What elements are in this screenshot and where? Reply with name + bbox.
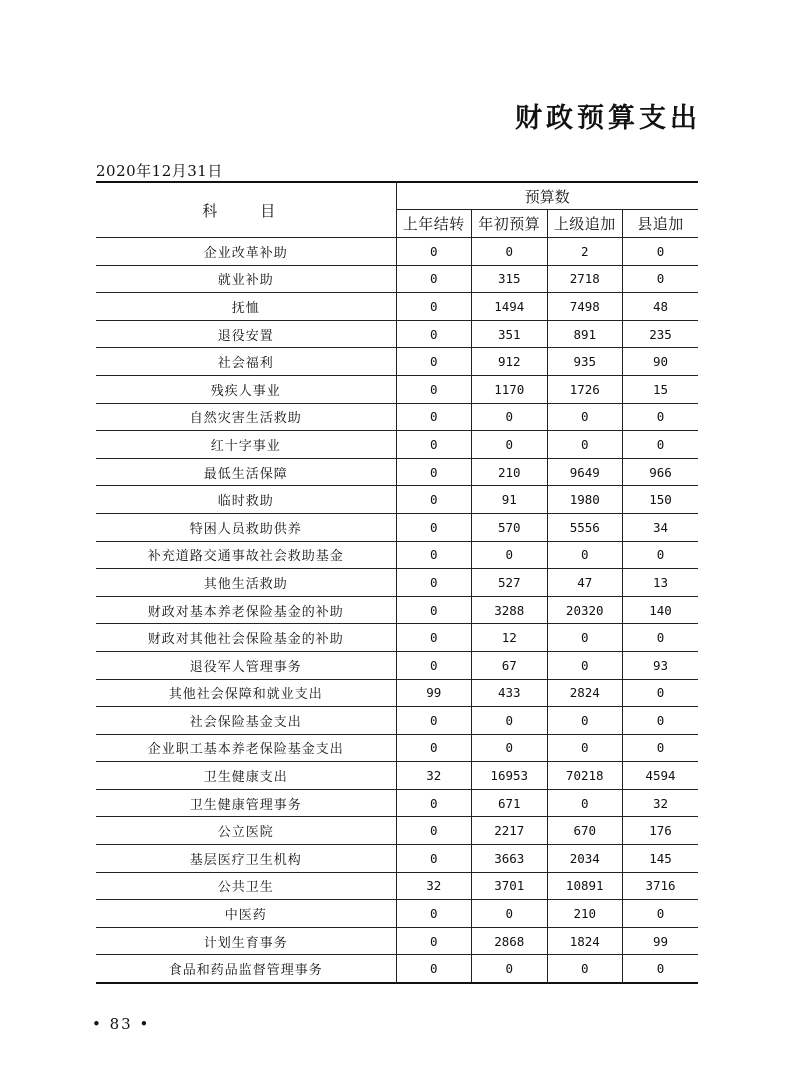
row-value: 12: [472, 624, 548, 652]
row-value: 48: [623, 293, 699, 321]
report-date: 2020年12月31日: [96, 162, 223, 180]
row-value: 93: [623, 651, 699, 679]
row-value: 3701: [472, 872, 548, 900]
row-value: 0: [396, 596, 472, 624]
row-value: 0: [547, 707, 623, 735]
row-value: 0: [547, 789, 623, 817]
page-title: 财政预算支出: [515, 103, 701, 134]
row-value: 0: [547, 541, 623, 569]
row-value: 1170: [472, 375, 548, 403]
row-value: 32: [396, 762, 472, 790]
row-subject: 退役安置: [96, 320, 396, 348]
row-value: 67: [472, 651, 548, 679]
row-value: 0: [396, 375, 472, 403]
table-row: [96, 569, 698, 597]
row-subject: 补充道路交通事故社会救助基金: [96, 541, 396, 569]
column-header: 上年结转: [396, 210, 472, 238]
row-value: 0: [623, 624, 699, 652]
row-value: 150: [623, 486, 699, 514]
row-value: 0: [472, 734, 548, 762]
row-value: 0: [623, 265, 699, 293]
row-value: 0: [472, 541, 548, 569]
table-row: [96, 789, 698, 817]
row-subject: 企业职工基本养老保险基金支出: [96, 734, 396, 762]
row-value: 0: [396, 458, 472, 486]
row-value: 0: [396, 817, 472, 845]
table-row: [96, 872, 698, 900]
table-row: [96, 238, 698, 266]
table-row: [96, 651, 698, 679]
row-value: 0: [396, 707, 472, 735]
row-value: 671: [472, 789, 548, 817]
table-row: [96, 541, 698, 569]
row-value: 891: [547, 320, 623, 348]
row-value: 0: [396, 486, 472, 514]
row-subject: 财政对其他社会保险基金的补助: [96, 624, 396, 652]
row-value: 0: [547, 403, 623, 431]
row-subject: 特困人员救助供养: [96, 513, 396, 541]
table-row: [96, 375, 698, 403]
row-value: 0: [396, 541, 472, 569]
row-value: 0: [623, 707, 699, 735]
row-value: 140: [623, 596, 699, 624]
row-value: 0: [547, 651, 623, 679]
row-value: 90: [623, 348, 699, 376]
table-row: [96, 762, 698, 790]
row-value: 570: [472, 513, 548, 541]
row-subject: 临时救助: [96, 486, 396, 514]
budget-expenditure-table: [96, 181, 698, 984]
row-value: 235: [623, 320, 699, 348]
row-subject: 卫生健康管理事务: [96, 789, 396, 817]
table-row: [96, 403, 698, 431]
row-value: 0: [396, 431, 472, 459]
row-value: 3716: [623, 872, 699, 900]
table-row: [96, 927, 698, 955]
row-value: 527: [472, 569, 548, 597]
row-value: 966: [623, 458, 699, 486]
row-value: 0: [396, 789, 472, 817]
row-value: 0: [396, 513, 472, 541]
row-value: 4594: [623, 762, 699, 790]
table-row: [96, 431, 698, 459]
row-value: 0: [396, 569, 472, 597]
row-subject: 财政对基本养老保险基金的补助: [96, 596, 396, 624]
row-value: 0: [623, 679, 699, 707]
row-value: 0: [623, 955, 699, 983]
row-value: 0: [396, 955, 472, 983]
row-value: 99: [396, 679, 472, 707]
row-value: 32: [396, 872, 472, 900]
table-row: [96, 265, 698, 293]
table-row: [96, 486, 698, 514]
subject-header: 科 目: [96, 182, 396, 238]
row-value: 0: [396, 293, 472, 321]
row-value: 351: [472, 320, 548, 348]
row-value: 2217: [472, 817, 548, 845]
row-value: 0: [396, 734, 472, 762]
row-subject: 抚恤: [96, 293, 396, 321]
row-value: 0: [472, 900, 548, 928]
row-value: 935: [547, 348, 623, 376]
row-value: 0: [623, 403, 699, 431]
row-subject: 自然灾害生活救助: [96, 403, 396, 431]
table-row: [96, 845, 698, 873]
row-value: 0: [623, 734, 699, 762]
table-row: [96, 817, 698, 845]
row-value: 0: [547, 955, 623, 983]
row-value: 2: [547, 238, 623, 266]
row-value: 16953: [472, 762, 548, 790]
row-subject: 计划生育事务: [96, 927, 396, 955]
row-value: 0: [396, 238, 472, 266]
table-row: [96, 624, 698, 652]
row-subject: 基层医疗卫生机构: [96, 845, 396, 873]
row-value: 1494: [472, 293, 548, 321]
row-value: 2868: [472, 927, 548, 955]
row-value: 10891: [547, 872, 623, 900]
row-value: 0: [396, 403, 472, 431]
row-value: 1726: [547, 375, 623, 403]
row-value: 0: [396, 320, 472, 348]
row-subject: 食品和药品监督管理事务: [96, 955, 396, 983]
row-value: 210: [547, 900, 623, 928]
row-value: 1980: [547, 486, 623, 514]
row-value: 210: [472, 458, 548, 486]
row-subject: 中医药: [96, 900, 396, 928]
row-value: 0: [396, 265, 472, 293]
table-row: [96, 955, 698, 983]
row-value: 0: [396, 845, 472, 873]
row-value: 2718: [547, 265, 623, 293]
row-value: 0: [547, 624, 623, 652]
row-value: 32: [623, 789, 699, 817]
table-row: [96, 348, 698, 376]
budget-group-header: 预算数: [396, 182, 698, 210]
table-row: [96, 734, 698, 762]
row-value: 0: [472, 955, 548, 983]
row-value: 0: [623, 541, 699, 569]
row-value: 0: [396, 348, 472, 376]
row-value: 34: [623, 513, 699, 541]
row-value: 15: [623, 375, 699, 403]
row-value: 0: [472, 403, 548, 431]
row-value: 315: [472, 265, 548, 293]
row-value: 0: [396, 900, 472, 928]
table-row: [96, 679, 698, 707]
row-value: 0: [623, 900, 699, 928]
table-row: [96, 707, 698, 735]
row-value: 9649: [547, 458, 623, 486]
row-value: 0: [623, 238, 699, 266]
table-row: [96, 513, 698, 541]
row-subject: 社会福利: [96, 348, 396, 376]
table-row: [96, 320, 698, 348]
row-value: 0: [396, 651, 472, 679]
row-subject: 红十字事业: [96, 431, 396, 459]
row-subject: 企业改革补助: [96, 238, 396, 266]
row-value: 0: [396, 927, 472, 955]
row-value: 0: [472, 431, 548, 459]
table-row: [96, 596, 698, 624]
row-subject: 就业补助: [96, 265, 396, 293]
row-value: 3288: [472, 596, 548, 624]
row-value: 91: [472, 486, 548, 514]
row-value: 5556: [547, 513, 623, 541]
row-value: 13: [623, 569, 699, 597]
row-subject: 最低生活保障: [96, 458, 396, 486]
row-value: 3663: [472, 845, 548, 873]
row-subject: 公共卫生: [96, 872, 396, 900]
row-value: 912: [472, 348, 548, 376]
row-value: 0: [472, 707, 548, 735]
row-subject: 公立医院: [96, 817, 396, 845]
row-subject: 其他生活救助: [96, 569, 396, 597]
row-value: 433: [472, 679, 548, 707]
row-value: 47: [547, 569, 623, 597]
row-value: 2034: [547, 845, 623, 873]
row-subject: 残疾人事业: [96, 375, 396, 403]
row-value: 70218: [547, 762, 623, 790]
row-value: 99: [623, 927, 699, 955]
row-value: 0: [472, 238, 548, 266]
row-value: 20320: [547, 596, 623, 624]
row-value: 176: [623, 817, 699, 845]
table-row: [96, 293, 698, 321]
row-subject: 卫生健康支出: [96, 762, 396, 790]
column-header: 上级追加: [547, 210, 623, 238]
row-value: 7498: [547, 293, 623, 321]
column-header: 县追加: [623, 210, 699, 238]
row-value: 2824: [547, 679, 623, 707]
row-subject: 社会保险基金支出: [96, 707, 396, 735]
row-value: 145: [623, 845, 699, 873]
column-header: 年初预算: [472, 210, 548, 238]
row-value: 0: [396, 624, 472, 652]
table-row: [96, 458, 698, 486]
row-subject: 其他社会保障和就业支出: [96, 679, 396, 707]
table-row: [96, 900, 698, 928]
row-value: 1824: [547, 927, 623, 955]
row-subject: 退役军人管理事务: [96, 651, 396, 679]
page-number: • 83 •: [92, 1015, 151, 1033]
row-value: 0: [547, 431, 623, 459]
row-value: 670: [547, 817, 623, 845]
row-value: 0: [547, 734, 623, 762]
row-value: 0: [623, 431, 699, 459]
